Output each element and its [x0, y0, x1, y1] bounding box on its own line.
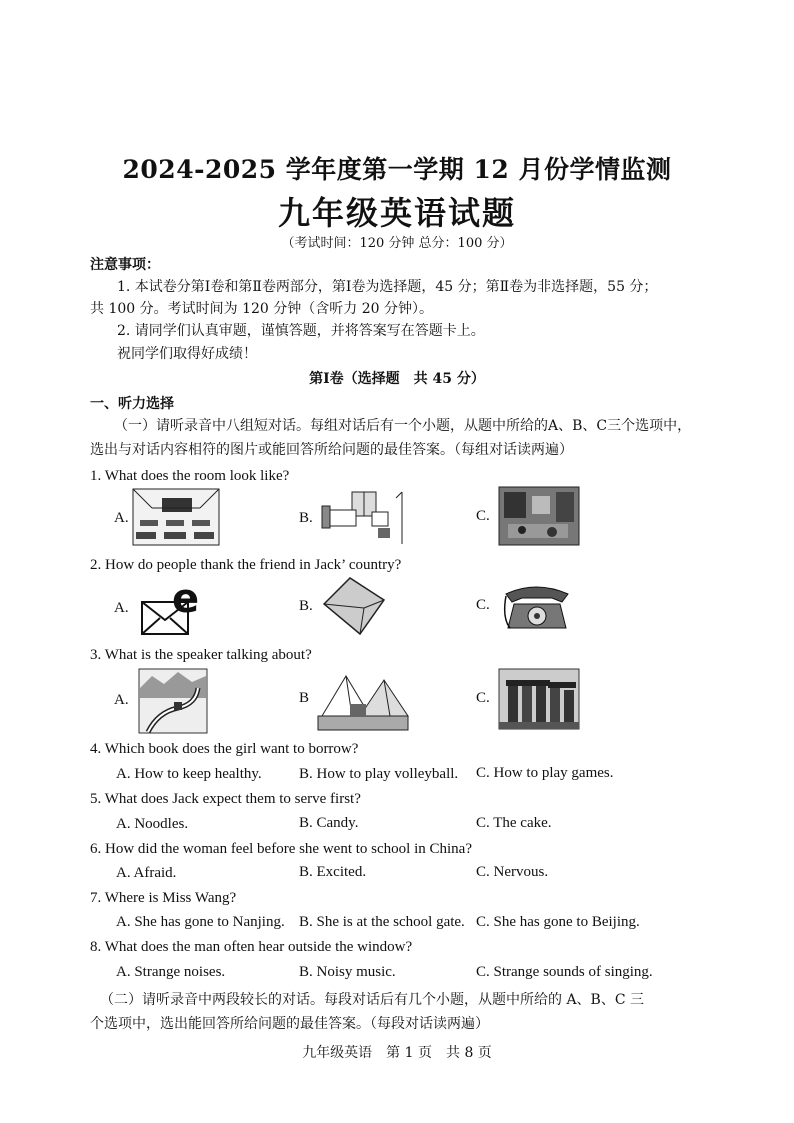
q5-option-c: C. The cake.	[476, 815, 552, 831]
sub1-line1: （一）请听录音中八组短对话。每组对话后有一个小题，从题中所给的A、B、C三个选项中，	[114, 418, 692, 434]
notice-item1-line1: 1. 本试卷分第Ⅰ卷和第Ⅱ卷两部分，第Ⅰ卷为选择题，45 分；第Ⅱ卷为非选择题，55 分；	[117, 279, 658, 295]
exam-title-line1: 2024-2025 学年度第一学期 12 月份学情监测	[122, 155, 672, 184]
q5-option-a: A. Noodles.	[116, 816, 189, 832]
pyramids-picture	[316, 666, 410, 732]
q7-option-c: C. She has gone to Beijing.	[476, 914, 640, 930]
bedroom-picture	[318, 488, 410, 546]
stonehenge-picture	[498, 668, 580, 730]
notice-item1-line2: 共 100 分。考试时间为 120 分钟（含听力 20 分钟）。	[90, 301, 433, 317]
messy-room-picture	[498, 486, 580, 546]
q2-option-a-label: A.	[114, 600, 129, 616]
sub2-line1: （二）请听录音中两段较长的对话。每段对话后有几个小题，从题中所给的 A、B、C 三	[100, 992, 645, 1008]
q8-option-c: C. Strange sounds of singing.	[476, 964, 653, 980]
great-wall-picture	[138, 668, 208, 734]
question-7: 7. Where is Miss Wang?	[90, 890, 237, 906]
question-4: 4. Which book does the girl want to borrow?	[90, 741, 359, 757]
notice-heading: 注意事项：	[90, 257, 160, 273]
exam-title-line2: 九年级英语试题	[277, 194, 516, 232]
q5-option-b: B. Candy.	[299, 815, 359, 831]
email-envelope-picture	[138, 576, 212, 638]
page-footer: 九年级英语 第 1 页 共 8 页	[302, 1045, 492, 1061]
q8-option-b: B. Noisy music.	[299, 964, 396, 980]
q4-option-c: C. How to play games.	[476, 765, 614, 781]
q3-option-a-label: A.	[114, 692, 129, 708]
q4-option-a: A. How to keep healthy.	[116, 766, 262, 782]
sub1-line2: 选出与对话内容相符的图片或能回答所给问题的最佳答案。（每组对话读两遍）	[90, 442, 573, 458]
q7-option-b: B. She is at the school gate.	[299, 914, 465, 930]
question-6: 6. How did the woman feel before she went to school in China?	[90, 841, 472, 857]
exam-subtitle: （考试时间：120 分钟 总分：100 分）	[281, 236, 513, 251]
question-3: 3. What is the speaker talking about?	[90, 647, 312, 663]
part1-heading: 第Ⅰ卷（选择题 共 45 分）	[309, 371, 485, 387]
notice-wish: 祝同学们取得好成绩！	[117, 346, 257, 362]
q6-option-a: A. Afraid.	[116, 865, 177, 881]
notice-item2: 2. 请同学们认真审题，谨慎答题，并将答案写在答题卡上。	[117, 323, 485, 339]
svg-text:e: e	[172, 576, 200, 622]
q2-option-b-label: B.	[299, 598, 313, 614]
q1-option-b-label: B.	[299, 510, 313, 526]
q6-option-b: B. Excited.	[299, 864, 367, 880]
q7-option-a: A. She has gone to Nanjing.	[116, 914, 285, 930]
classroom-picture	[132, 488, 220, 546]
q8-option-a: A. Strange noises.	[116, 964, 226, 980]
question-5: 5. What does Jack expect them to serve first?	[90, 791, 361, 807]
sub2-line2: 个选项中，选出能回答所给问题的最佳答案。（每段对话读两遍）	[90, 1016, 489, 1032]
section-title: 一、听力选择	[90, 396, 174, 412]
question-1: 1. What does the room look like?	[90, 468, 290, 484]
q1-option-c-label: C.	[476, 508, 490, 524]
letter-envelope-picture	[320, 574, 388, 638]
question-8: 8. What does the man often hear outside the window?	[90, 939, 413, 955]
q4-option-b: B. How to play volleyball.	[299, 766, 459, 782]
telephone-picture	[500, 578, 574, 632]
q2-option-c-label: C.	[476, 597, 490, 613]
q3-option-c-label: C.	[476, 690, 490, 706]
q6-option-c: C. Nervous.	[476, 864, 549, 880]
question-2: 2. How do people thank the friend in Jack’ country?	[90, 557, 402, 573]
q3-option-b-label: B	[299, 690, 310, 706]
q1-option-a-label: A.	[114, 510, 129, 526]
